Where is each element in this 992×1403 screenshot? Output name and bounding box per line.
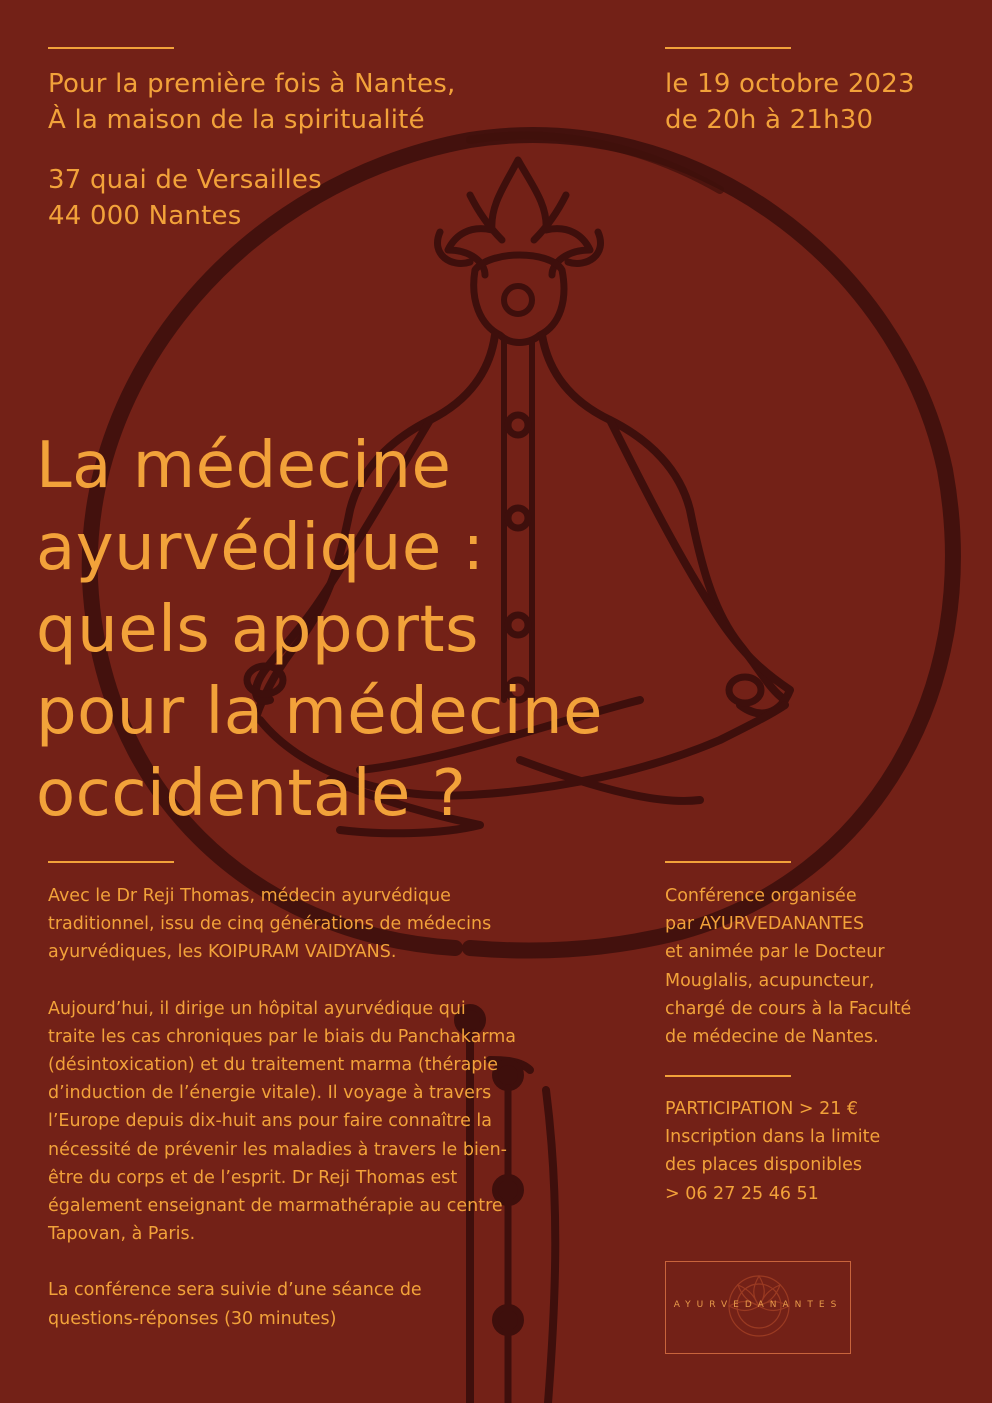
title-line-4: pour la médecine <box>36 675 603 749</box>
title-line-1: La médecine <box>36 429 452 503</box>
date-block <box>665 66 965 138</box>
organizer-line-2: par AYURVEDANANTES <box>665 914 865 935</box>
venue-block <box>48 66 508 234</box>
participation-block <box>665 1095 965 1208</box>
top-right-rule <box>665 47 791 49</box>
page-title <box>36 425 676 835</box>
organizer-line-1: Conférence organisée <box>665 886 857 906</box>
participation-line-3: des places disponibles <box>665 1155 863 1176</box>
description-paragraph-2: Aujourd’hui, il dirige un hôpital ayurvédique qui traite les cas chroniques par le biais du Panchakarma (désintoxication) et du traitement marma (thérapie d’induction de l’énergie vitale). Il voyage à travers l’Europe depuis dix-huit ans pour faire connaître la nécessité de prévenir les maladies à travers le bien-être du corps et de l’esprit. Dr Reji Thomas est également enseignant de marmathérapie au centre Tapovan, à Paris. <box>48 998 517 1245</box>
event-date: le 19 octobre 2023 <box>665 69 915 99</box>
bottom-left-rule <box>48 861 174 863</box>
organizer-block <box>665 882 965 1051</box>
title-line-5: occidentale ? <box>36 757 467 831</box>
ayurvedanantes-logo <box>665 1261 851 1354</box>
address-line-2: 44 000 Nantes <box>48 201 242 231</box>
event-time: de 20h à 21h30 <box>665 105 874 135</box>
participation-price: PARTICIPATION > 21 € <box>665 1099 859 1119</box>
venue-line-1: Pour la première fois à Nantes, <box>48 69 456 99</box>
venue-line-2: À la maison de la spiritualité <box>48 105 425 135</box>
logo-text: AYURVEDANANTES <box>673 1300 843 1310</box>
title-line-3: quels apports <box>36 593 479 667</box>
bottom-right-rule <box>665 861 791 863</box>
participation-line-2: Inscription dans la limite <box>665 1127 881 1148</box>
organizer-line-3: et animée par le Docteur <box>665 942 885 963</box>
participation-phone: > 06 27 25 46 51 <box>665 1183 819 1204</box>
organizer-line-5: chargé de cours à la Faculté <box>665 998 912 1019</box>
organizer-line-6: de médecine de Nantes. <box>665 1027 879 1048</box>
description-block <box>48 882 518 1333</box>
description-paragraph-3: La conférence sera suivie d’une séance de questions-réponses (30 minutes) <box>48 1280 422 1329</box>
participation-rule <box>665 1075 791 1077</box>
address-line-1: 37 quai de Versailles <box>48 165 322 195</box>
top-left-rule <box>48 47 174 49</box>
description-paragraph-1: Avec le Dr Reji Thomas, médecin ayurvédique traditionnel, issu de cinq générations de médecins ayurvédiques, les KOIPURAM VAIDYANS. <box>48 886 492 963</box>
organizer-line-4: Mouglalis, acupuncteur, <box>665 970 875 991</box>
title-line-2: ayurvédique : <box>36 511 485 585</box>
